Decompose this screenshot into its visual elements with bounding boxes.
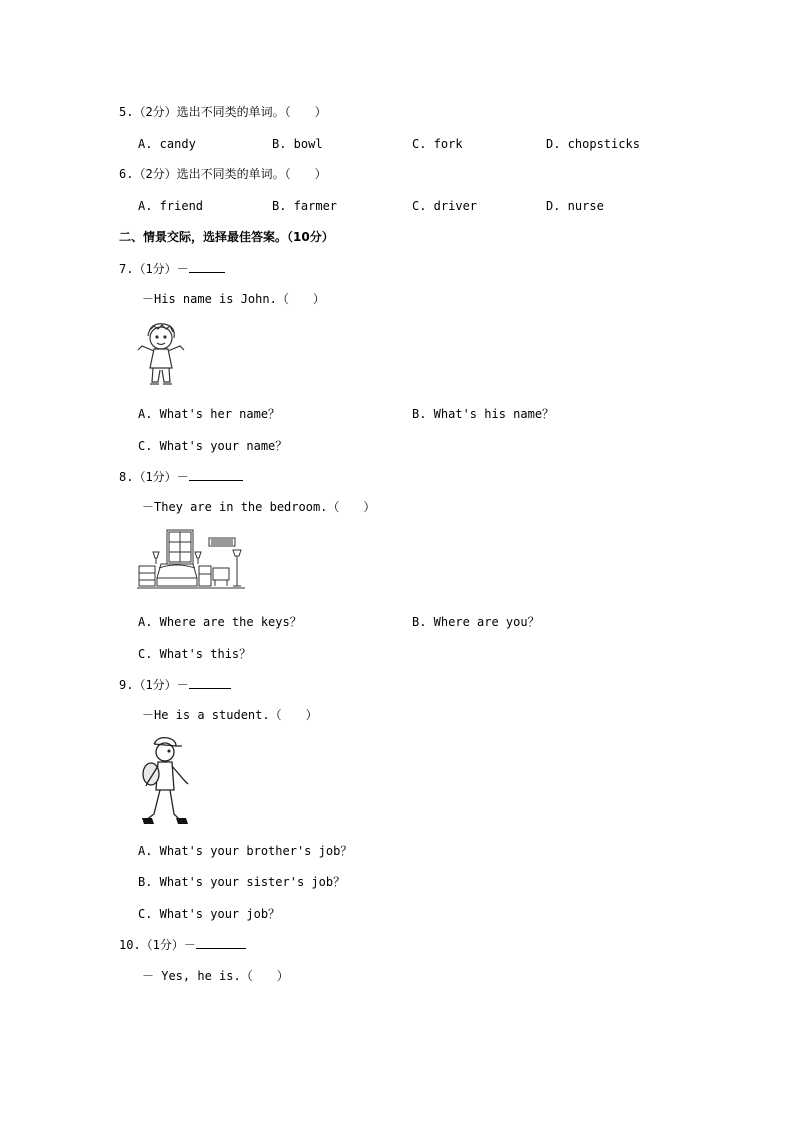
q7-stem-text: 7.（1分）－ — [119, 262, 189, 276]
q6-stem: 6.（2分）选出不同类的单词。（ ） — [119, 167, 327, 181]
q8-reply: －They are in the bedroom.（ ） — [142, 500, 376, 514]
q7-stem — [119, 260, 225, 277]
q7-option-a[interactable]: A. What's her name？ — [138, 407, 281, 421]
q6-option-a[interactable]: A. friend — [138, 199, 204, 213]
q8-option-a[interactable]: A. Where are the keys？ — [138, 615, 302, 629]
q6-option-b[interactable]: B. farmer — [272, 199, 338, 213]
q8-stem-text: 8.（1分）－ — [119, 470, 189, 484]
q5-stem: 5.（2分）选出不同类的单词。（ ） — [119, 105, 327, 119]
q5-option-d[interactable]: D. chopsticks — [546, 137, 640, 151]
q8-stem — [119, 468, 243, 485]
q5-option-a[interactable]: A. candy — [138, 137, 196, 151]
q7-option-c[interactable]: C. What's your name？ — [138, 439, 288, 453]
q6-option-d[interactable]: D. nurse — [546, 199, 604, 213]
q9-stem — [119, 676, 231, 693]
q5-option-b[interactable]: B. bowl — [272, 137, 323, 151]
q9-stem-text: 9.（1分）－ — [119, 678, 189, 692]
q9-option-b[interactable]: B. What's your sister's job？ — [138, 875, 346, 889]
q5-option-c[interactable]: C. fork — [412, 137, 463, 151]
q7-answer-blank[interactable] — [189, 260, 225, 273]
q7-option-b[interactable]: B. What's his name？ — [412, 407, 555, 421]
bedroom-icon — [137, 528, 245, 592]
q7-reply: －His name is John.（ ） — [142, 292, 325, 306]
q10-stem-text: 10.（1分）－ — [119, 938, 196, 952]
q6-option-c[interactable]: C. driver — [412, 199, 478, 213]
q8-option-b[interactable]: B. Where are you？ — [412, 615, 540, 629]
section-2-title: 二、情景交际，选择最佳答案。（10分） — [119, 230, 334, 244]
student-icon — [138, 734, 194, 828]
q9-reply: －He is a student.（ ） — [142, 708, 318, 722]
q10-reply: － Yes, he is.（ ） — [142, 969, 289, 983]
q8-answer-blank[interactable] — [189, 468, 243, 481]
q9-answer-blank[interactable] — [189, 676, 231, 689]
boy-icon — [136, 320, 188, 390]
q9-option-a[interactable]: A. What's your brother's job？ — [138, 844, 353, 858]
q8-option-c[interactable]: C. What's this？ — [138, 647, 252, 661]
q10-stem — [119, 936, 246, 953]
q10-answer-blank[interactable] — [196, 936, 246, 949]
q9-option-c[interactable]: C. What's your job？ — [138, 907, 281, 921]
